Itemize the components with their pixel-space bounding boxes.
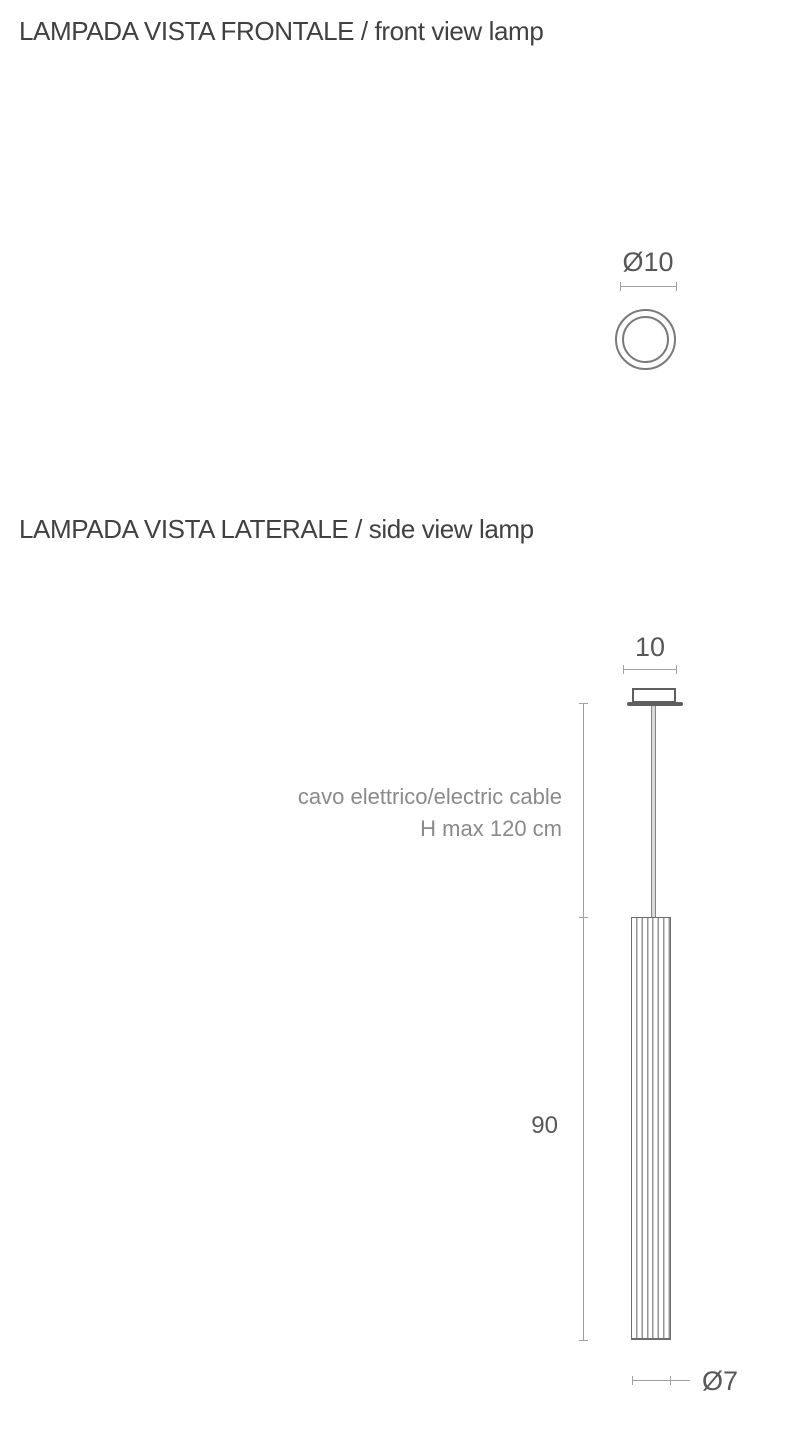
dimension-tick: [670, 1376, 671, 1385]
electric-cable: [651, 706, 656, 917]
lamp-body: [631, 917, 671, 1340]
side-canopy-dimension-line: [623, 669, 677, 670]
cable-note-line2: H max 120 cm: [420, 816, 562, 841]
canopy-front-view-inner-outline: [622, 316, 669, 363]
dimension-tick: [579, 917, 588, 918]
side-canopy-width-label: 10: [634, 632, 666, 662]
body-diameter-dimension-line: [632, 1380, 690, 1381]
body-height-label: 90: [531, 1112, 558, 1139]
canopy-front-view-outline: [615, 309, 676, 370]
dimension-tick: [632, 1376, 633, 1385]
dimension-tick: [620, 282, 621, 291]
dimension-tick: [579, 1340, 588, 1341]
front-canopy-dimension-line: [620, 286, 677, 287]
dimension-tick: [676, 665, 677, 674]
front-view-title: LAMPADA VISTA FRONTALE / front view lamp: [19, 16, 544, 46]
cable-length-note: [298, 781, 562, 845]
ceiling-canopy: [632, 688, 676, 703]
side-view-title: LAMPADA VISTA LATERALE / side view lamp: [19, 514, 534, 544]
cable-note-line1: cavo elettrico/electric cable: [297, 784, 562, 809]
dimension-tick: [579, 703, 588, 704]
front-canopy-diameter-label: Ø10: [622, 247, 674, 277]
dimension-tick: [623, 665, 624, 674]
height-dimension-line: [583, 703, 584, 1341]
body-diameter-label: Ø7: [702, 1366, 739, 1396]
dimension-tick: [676, 282, 677, 291]
